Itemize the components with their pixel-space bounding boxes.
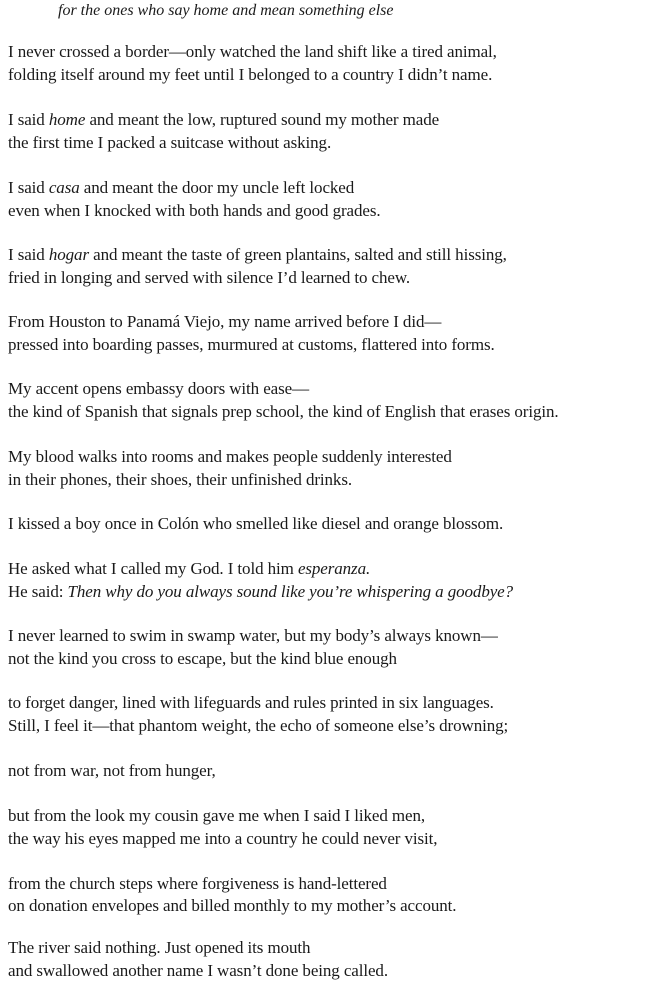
poem-line — [8, 311, 441, 333]
poem-line — [8, 401, 559, 423]
poem-line — [8, 200, 381, 222]
poem-epigraph: for the ones who say home and mean something else — [58, 2, 394, 19]
line-text: and swallowed another name I wasn’t done being called. — [8, 961, 388, 980]
poem-line — [8, 960, 388, 982]
poem-line — [8, 895, 456, 917]
poem-line — [8, 692, 494, 714]
italic-text: Then why do you always sound like you’re whispering a goodbye? — [67, 582, 514, 601]
line-text: and meant the door my uncle left locked — [79, 178, 355, 197]
poem-line — [8, 64, 492, 86]
poem-line — [8, 558, 370, 580]
line-text: but from the look my cousin gave me when I said I liked men, — [8, 806, 426, 825]
poem-line — [8, 715, 508, 737]
line-text: pressed into boarding passes, murmured at customs, flattered into forms. — [8, 335, 495, 354]
line-text: the kind of Spanish that signals prep school, the kind of English that erases origin. — [8, 402, 559, 421]
line-text: I never learned to swim in swamp water, but my body’s always known— — [8, 626, 498, 645]
poem-line — [8, 760, 216, 782]
line-text: in their phones, their shoes, their unfinished drinks. — [8, 470, 352, 489]
poem-line — [8, 177, 354, 199]
line-text: to forget danger, lined with lifeguards and rules printed in six languages. — [8, 693, 494, 712]
line-text: on donation envelopes and billed monthly to my mother’s account. — [8, 896, 457, 915]
line-text: I said — [8, 110, 49, 129]
italic-text: hogar — [48, 245, 89, 264]
line-text: folding itself around my feet until I belonged to a country I didn’t name. — [8, 65, 493, 84]
line-text: even when I knocked with both hands and good grades. — [8, 201, 381, 220]
line-text: I said — [8, 178, 49, 197]
poem-line — [8, 109, 439, 131]
line-text: from the church steps where forgiveness is hand-lettered — [8, 874, 387, 893]
poem-line — [8, 378, 309, 400]
line-text: not from war, not from hunger, — [8, 761, 216, 780]
poem-line — [8, 873, 387, 895]
line-text: and meant the low, ruptured sound my mother made — [85, 110, 440, 129]
line-text: The river said nothing. Just opened its mouth — [8, 938, 311, 957]
poem-line — [8, 446, 452, 468]
line-text: From Houston to Panamá Viejo, my name arrived before I did— — [8, 312, 442, 331]
poem-line — [8, 828, 437, 850]
poem-line — [8, 581, 513, 603]
line-text: the way his eyes mapped me into a country he could never visit, — [8, 829, 438, 848]
line-text: the first time I packed a suitcase without asking. — [8, 133, 332, 152]
line-text: fried in longing and served with silence I’d learned to chew. — [8, 268, 411, 287]
poem-line — [8, 469, 352, 491]
poem-line — [8, 648, 397, 670]
poem-line — [8, 132, 331, 154]
poem-line — [8, 267, 410, 289]
line-text: He asked what I called my God. I told him — [8, 559, 298, 578]
poem-line — [8, 334, 495, 356]
line-text: He said: — [8, 582, 68, 601]
poem-line — [8, 41, 497, 63]
line-text: Still, I feel it—that phantom weight, the echo of someone else’s drowning; — [8, 716, 509, 735]
poem-line — [8, 805, 425, 827]
line-text: not the kind you cross to escape, but the kind blue enough — [8, 649, 397, 668]
line-text: and meant the taste of green plantains, salted and still hissing, — [88, 245, 507, 264]
poem-line — [8, 244, 507, 266]
line-text: My blood walks into rooms and makes people suddenly interested — [8, 447, 452, 466]
line-text: I never crossed a border—only watched the land shift like a tired animal, — [8, 42, 497, 61]
line-text: I said — [8, 245, 49, 264]
line-text: My accent opens embassy doors with ease— — [8, 379, 309, 398]
italic-text: esperanza. — [297, 559, 371, 578]
poem-line — [8, 513, 503, 535]
line-text: I kissed a boy once in Colón who smelled like diesel and orange blossom. — [8, 514, 504, 533]
italic-text: casa — [48, 178, 80, 197]
poem-line — [8, 625, 498, 647]
poem-line — [8, 937, 310, 959]
italic-text: home — [48, 110, 86, 129]
